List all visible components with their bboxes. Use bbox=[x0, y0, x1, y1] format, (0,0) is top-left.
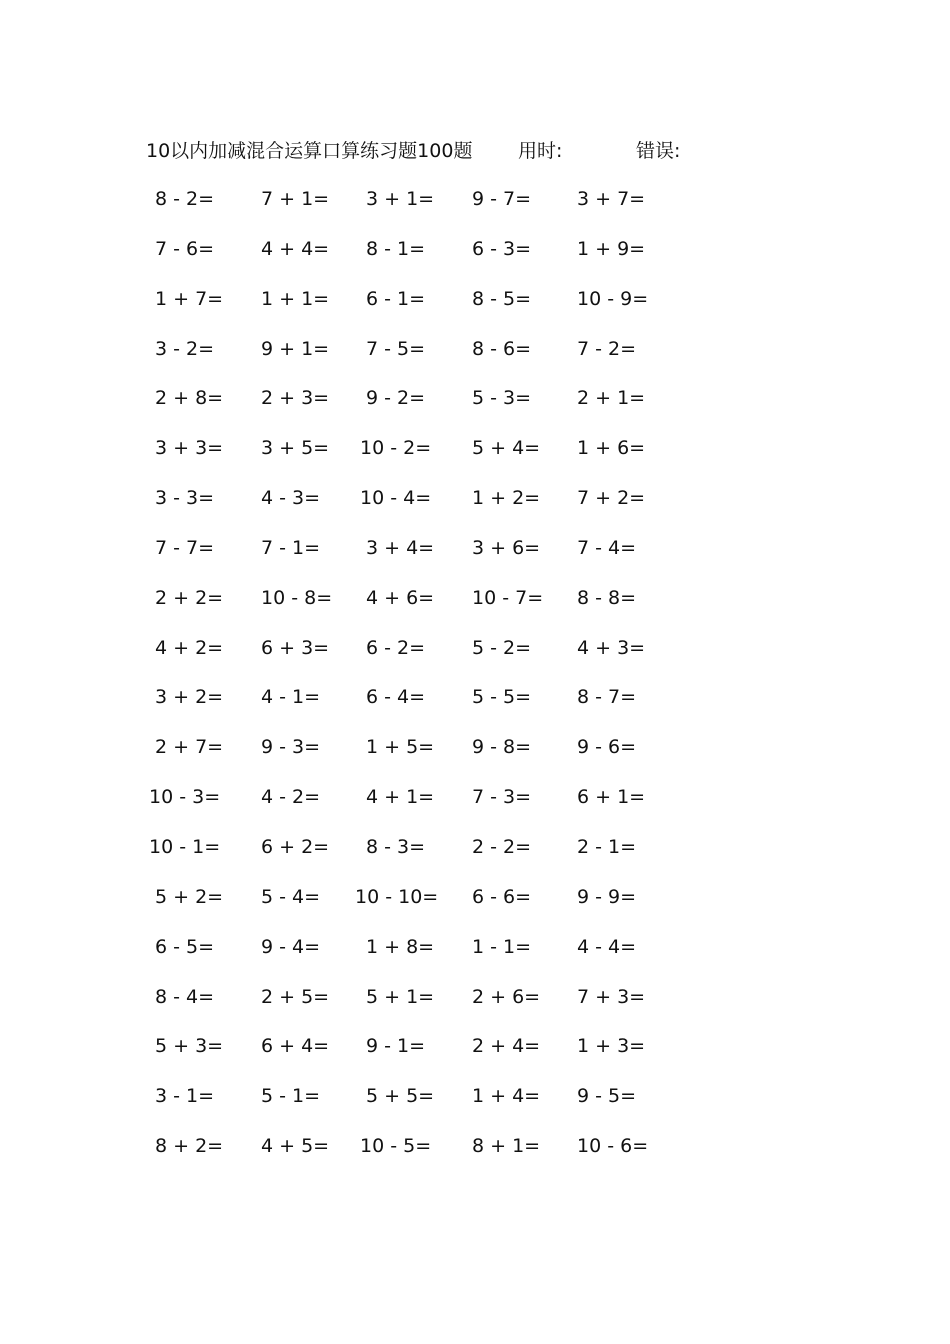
arithmetic-problem: 5 - 4= bbox=[261, 885, 321, 908]
arithmetic-problem: 1 + 1= bbox=[261, 287, 330, 310]
arithmetic-problem: 3 - 3= bbox=[155, 487, 215, 510]
arithmetic-problem: 3 - 1= bbox=[155, 1085, 215, 1108]
arithmetic-problem: 8 + 1= bbox=[472, 1135, 541, 1158]
problem-row bbox=[0, 1030, 950, 1080]
arithmetic-problem: 7 - 5= bbox=[366, 337, 426, 360]
arithmetic-problem: 6 + 3= bbox=[261, 636, 330, 659]
arithmetic-problem: 1 + 8= bbox=[366, 935, 435, 958]
arithmetic-problem: 10 - 5= bbox=[360, 1135, 432, 1158]
time-used-label: 用时: bbox=[518, 140, 563, 162]
problem-row bbox=[0, 183, 950, 233]
arithmetic-problem: 4 - 2= bbox=[261, 786, 321, 809]
arithmetic-problem: 4 + 5= bbox=[261, 1135, 330, 1158]
arithmetic-problem: 8 - 8= bbox=[577, 586, 637, 609]
arithmetic-problem: 7 - 6= bbox=[155, 237, 215, 260]
arithmetic-problem: 7 - 2= bbox=[577, 337, 637, 360]
arithmetic-problem: 5 + 3= bbox=[155, 1035, 224, 1058]
arithmetic-problem: 4 - 4= bbox=[577, 935, 637, 958]
arithmetic-problem: 9 - 2= bbox=[366, 387, 426, 410]
arithmetic-problem: 4 + 4= bbox=[261, 237, 330, 260]
problem-row bbox=[0, 582, 950, 632]
arithmetic-problem: 9 - 4= bbox=[261, 935, 321, 958]
arithmetic-problem: 1 + 7= bbox=[155, 287, 224, 310]
arithmetic-problem: 6 - 2= bbox=[366, 636, 426, 659]
problem-row bbox=[0, 283, 950, 333]
arithmetic-problem: 1 + 6= bbox=[577, 437, 646, 460]
arithmetic-problem: 3 + 1= bbox=[366, 188, 435, 210]
arithmetic-problem: 4 - 1= bbox=[261, 686, 321, 709]
arithmetic-problem: 10 - 7= bbox=[472, 586, 544, 609]
arithmetic-problem: 6 + 4= bbox=[261, 1035, 330, 1058]
arithmetic-problem: 1 + 2= bbox=[472, 487, 541, 510]
problem-row bbox=[0, 432, 950, 482]
arithmetic-problem: 6 - 1= bbox=[366, 287, 426, 310]
arithmetic-problem: 10 - 9= bbox=[577, 287, 649, 310]
arithmetic-problem: 6 + 2= bbox=[261, 835, 330, 858]
arithmetic-problem: 5 + 5= bbox=[366, 1085, 435, 1108]
arithmetic-problem: 8 - 6= bbox=[472, 337, 532, 360]
worksheet-title: 10以内加减混合运算口算练习题100题 bbox=[146, 140, 473, 162]
arithmetic-problem: 2 + 5= bbox=[261, 985, 330, 1008]
arithmetic-problem: 2 + 7= bbox=[155, 736, 224, 759]
arithmetic-problem: 10 - 10= bbox=[355, 885, 439, 908]
arithmetic-problem: 4 + 6= bbox=[366, 586, 435, 609]
arithmetic-problem: 4 + 2= bbox=[155, 636, 224, 659]
problem-row bbox=[0, 482, 950, 532]
arithmetic-problem: 6 - 3= bbox=[472, 237, 532, 260]
arithmetic-problem: 9 - 1= bbox=[366, 1035, 426, 1058]
arithmetic-problem: 2 + 3= bbox=[261, 387, 330, 410]
arithmetic-problem: 3 + 7= bbox=[577, 188, 646, 210]
arithmetic-problem: 3 + 5= bbox=[261, 437, 330, 460]
problem-row bbox=[0, 831, 950, 881]
arithmetic-problem: 2 + 1= bbox=[577, 387, 646, 410]
arithmetic-problem: 9 - 5= bbox=[577, 1085, 637, 1108]
arithmetic-problem: 5 + 4= bbox=[472, 437, 541, 460]
problem-row bbox=[0, 333, 950, 383]
arithmetic-problem: 10 - 8= bbox=[261, 586, 333, 609]
arithmetic-problem: 5 - 1= bbox=[261, 1085, 321, 1108]
problem-row bbox=[0, 233, 950, 283]
arithmetic-problem: 7 - 4= bbox=[577, 536, 637, 559]
arithmetic-problem: 7 - 3= bbox=[472, 786, 532, 809]
problem-row bbox=[0, 931, 950, 981]
arithmetic-problem: 8 + 2= bbox=[155, 1135, 224, 1158]
arithmetic-problem: 6 + 1= bbox=[577, 786, 646, 809]
arithmetic-problem: 10 - 4= bbox=[360, 487, 432, 510]
arithmetic-problem: 2 + 8= bbox=[155, 387, 224, 410]
arithmetic-problem: 9 - 9= bbox=[577, 885, 637, 908]
arithmetic-problem: 4 + 1= bbox=[366, 786, 435, 809]
arithmetic-problem: 1 + 9= bbox=[577, 237, 646, 260]
arithmetic-problem: 3 - 2= bbox=[155, 337, 215, 360]
arithmetic-problem: 5 - 2= bbox=[472, 636, 532, 659]
arithmetic-problem: 5 - 5= bbox=[472, 686, 532, 709]
arithmetic-problem: 3 + 3= bbox=[155, 437, 224, 460]
arithmetic-problem: 10 - 3= bbox=[149, 786, 221, 809]
problem-row bbox=[0, 681, 950, 731]
arithmetic-problem: 8 - 3= bbox=[366, 835, 426, 858]
arithmetic-problem: 6 - 5= bbox=[155, 935, 215, 958]
arithmetic-problem: 8 - 2= bbox=[155, 188, 215, 210]
problem-row bbox=[0, 532, 950, 582]
arithmetic-problem: 8 - 5= bbox=[472, 287, 532, 310]
arithmetic-problem: 4 - 3= bbox=[261, 487, 321, 510]
arithmetic-problem: 5 + 1= bbox=[366, 985, 435, 1008]
arithmetic-problem: 7 + 1= bbox=[261, 188, 330, 210]
arithmetic-problem: 10 - 2= bbox=[360, 437, 432, 460]
arithmetic-problem: 8 - 4= bbox=[155, 985, 215, 1008]
problem-row bbox=[0, 881, 950, 931]
arithmetic-problem: 5 - 3= bbox=[472, 387, 532, 410]
arithmetic-problem: 10 - 6= bbox=[577, 1135, 649, 1158]
arithmetic-problem: 4 + 3= bbox=[577, 636, 646, 659]
arithmetic-problem: 1 + 3= bbox=[577, 1035, 646, 1058]
arithmetic-problem: 1 + 4= bbox=[472, 1085, 541, 1108]
arithmetic-problem: 2 + 4= bbox=[472, 1035, 541, 1058]
arithmetic-problem: 7 - 7= bbox=[155, 536, 215, 559]
arithmetic-problem: 9 - 8= bbox=[472, 736, 532, 759]
arithmetic-problem: 2 - 1= bbox=[577, 835, 637, 858]
arithmetic-problem: 7 - 1= bbox=[261, 536, 321, 559]
arithmetic-problem: 3 + 6= bbox=[472, 536, 541, 559]
arithmetic-problem: 8 - 1= bbox=[366, 237, 426, 260]
arithmetic-problem: 10 - 1= bbox=[149, 835, 221, 858]
problem-row bbox=[0, 632, 950, 682]
arithmetic-problem: 7 + 2= bbox=[577, 487, 646, 510]
arithmetic-problem: 6 - 4= bbox=[366, 686, 426, 709]
arithmetic-problem: 6 - 6= bbox=[472, 885, 532, 908]
problem-row bbox=[0, 1130, 950, 1180]
problem-row bbox=[0, 382, 950, 432]
errors-label: 错误: bbox=[636, 140, 681, 162]
arithmetic-problem: 9 - 6= bbox=[577, 736, 637, 759]
arithmetic-problem: 9 - 7= bbox=[472, 188, 532, 210]
arithmetic-problem: 9 + 1= bbox=[261, 337, 330, 360]
arithmetic-problem: 1 + 5= bbox=[366, 736, 435, 759]
arithmetic-problem: 8 - 7= bbox=[577, 686, 637, 709]
problem-row bbox=[0, 731, 950, 781]
arithmetic-problem: 2 + 6= bbox=[472, 985, 541, 1008]
arithmetic-problem: 2 + 2= bbox=[155, 586, 224, 609]
arithmetic-problem: 7 + 3= bbox=[577, 985, 646, 1008]
arithmetic-problem: 9 - 3= bbox=[261, 736, 321, 759]
problem-grid bbox=[0, 183, 950, 1180]
arithmetic-problem: 2 - 2= bbox=[472, 835, 532, 858]
problem-row bbox=[0, 981, 950, 1031]
arithmetic-problem: 1 - 1= bbox=[472, 935, 532, 958]
problem-row bbox=[0, 781, 950, 831]
arithmetic-problem: 3 + 2= bbox=[155, 686, 224, 709]
problem-row bbox=[0, 1080, 950, 1130]
arithmetic-problem: 5 + 2= bbox=[155, 885, 224, 908]
arithmetic-problem: 3 + 4= bbox=[366, 536, 435, 559]
